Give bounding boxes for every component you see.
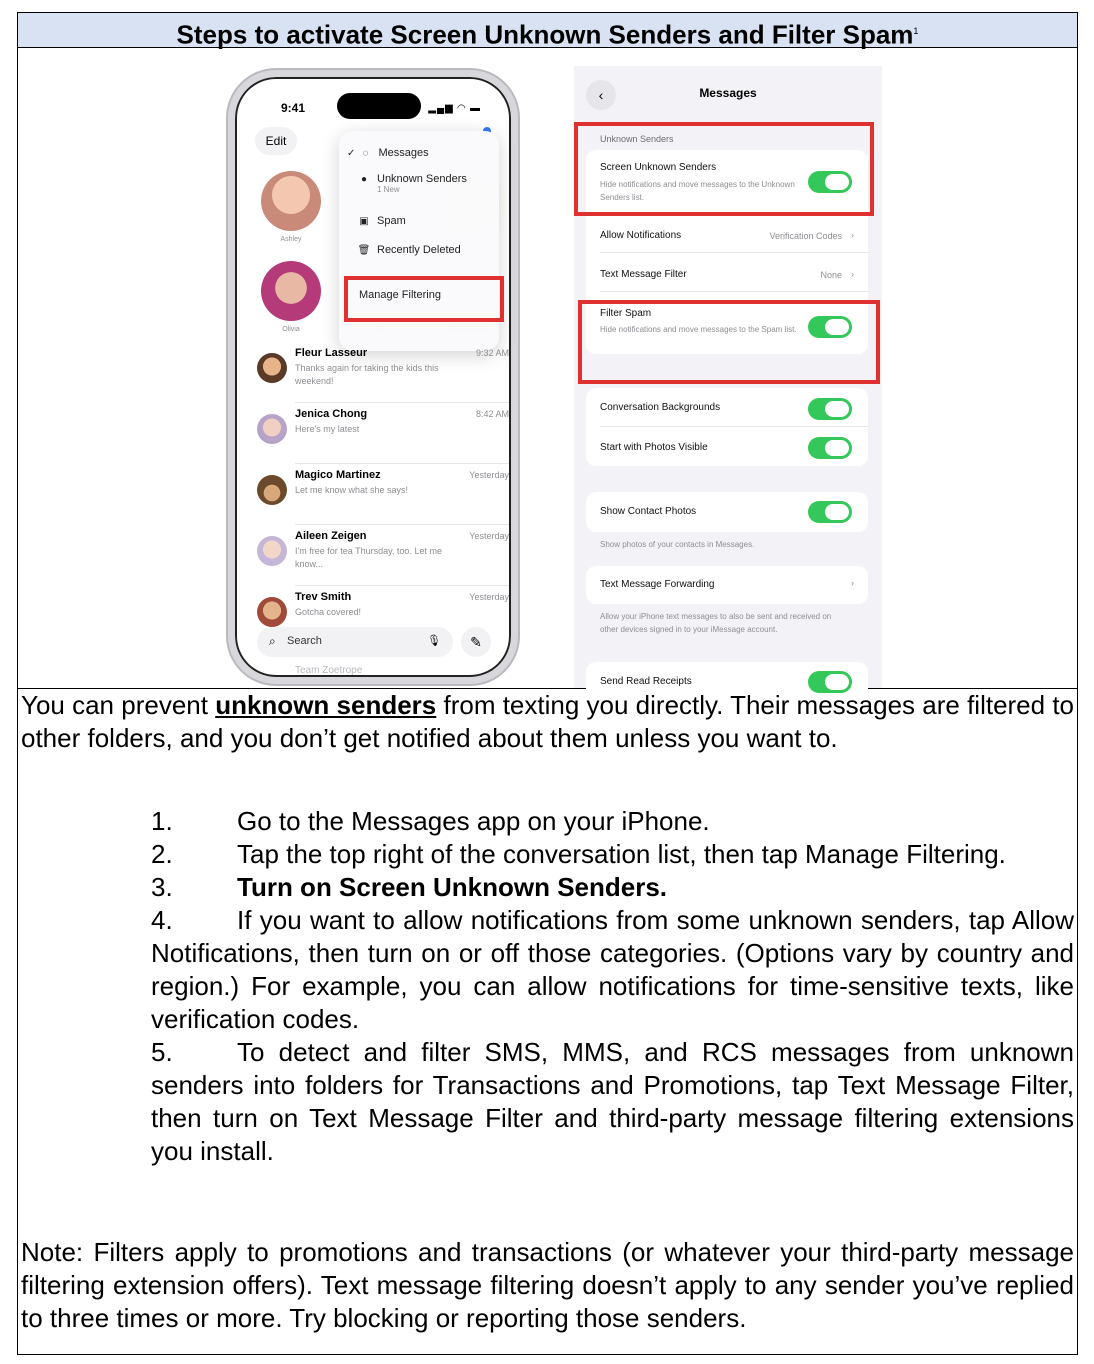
check-icon: ✓: [347, 148, 356, 159]
conversation-row[interactable]: [257, 528, 509, 586]
avatar-ashley[interactable]: [261, 171, 321, 231]
avatar: [257, 536, 287, 566]
title-footnote: 1: [913, 26, 919, 36]
trash-icon: 🗑: [357, 245, 371, 256]
row-divider: [295, 463, 509, 464]
step-text: To detect and filter SMS, MMS, and RCS messages from unknown senders into folders for Transactions and Promotions, tap Text Message Filter, then turn on Text Message Filter and third-party message filtering extensions you install.: [151, 1037, 1074, 1166]
row-divider: [600, 291, 868, 292]
conversation-row[interactable]: [257, 406, 509, 464]
instructions-cell: [18, 689, 1077, 1354]
list-item: [151, 1036, 1074, 1168]
contact-name: Trev Smith: [295, 591, 352, 603]
settings-group-contact-photos: [586, 492, 868, 532]
chevron-right-icon: ›: [851, 269, 854, 279]
avatar-olivia[interactable]: [261, 261, 321, 321]
step-number: 1.: [151, 806, 173, 836]
highlight-filter-spam: [578, 300, 880, 384]
title-text: Steps to activate Screen Unknown Senders and Filter Spam: [176, 19, 914, 50]
contact-photos-label: Show Contact Photos: [600, 506, 697, 517]
menu-label: Manage Filtering: [359, 289, 441, 301]
text-filter-label[interactable]: Text Message Filter: [600, 269, 687, 280]
avatar: [257, 475, 287, 505]
step-text: If you want to allow notifications from some unknown senders, tap Allow Notifications, then turn on or off those categories. (Options vary by country and region.) For example, you can allow notifications for time-sensitive texts, like verification codes.: [151, 905, 1074, 1034]
message-preview: Here's my latest: [295, 424, 360, 434]
steps-list: [151, 805, 1074, 1168]
pinned-name: Ashley: [280, 236, 302, 243]
conversation-row[interactable]: [257, 467, 509, 525]
photos-visible-label: Start with Photos Visible: [600, 442, 708, 453]
menu-item-spam[interactable]: [357, 215, 406, 227]
avatar: [257, 353, 287, 383]
row-divider: [600, 252, 868, 253]
messages-settings-screen: [574, 66, 882, 688]
intro-pre: You can prevent: [21, 690, 208, 720]
screenshot-figure: [18, 48, 1077, 689]
row-divider: [600, 426, 868, 427]
message-preview: Gotcha covered!: [295, 607, 362, 617]
avatar: [257, 414, 287, 444]
menu-label: Unknown Senders: [377, 173, 467, 185]
faded-conversation: Team Zoetrope: [295, 665, 363, 676]
menu-label: Messages: [378, 147, 429, 159]
step-number: 3.: [151, 872, 173, 902]
menu-label: Recently Deleted: [377, 244, 461, 256]
list-item: [151, 805, 1074, 838]
menu-item-unknown-senders[interactable]: [357, 173, 467, 194]
step-text: Tap the top right of the conversation list, then tap Manage Filtering.: [237, 839, 1006, 869]
forwarding-note: Allow your iPhone text messages to also be sent and received on other devices signed in to your iMessage account.: [600, 612, 832, 634]
filter-spam-label: Filter Spam: [600, 308, 652, 319]
pinned-name: Olivia: [282, 326, 300, 333]
list-item: [151, 871, 1074, 904]
row-divider: [295, 524, 509, 525]
contact-photos-note: Show photos of your contacts in Messages.: [600, 540, 755, 549]
settings-title: Messages: [699, 86, 757, 100]
contact-name: Magico Martinez: [295, 469, 381, 481]
note-paragraph: Note: Filters apply to promotions and transactions (or whatever your third-party message filtering extension offers). Text message filtering doesn’t apply to any sender you’ve replied to three times or more. Try blocking or reporting those senders.: [21, 1237, 1074, 1333]
edit-button[interactable]: Edit: [255, 127, 297, 155]
iphone-mockup: [228, 70, 518, 684]
dynamic-island: [337, 93, 421, 119]
message-preview: Let me know what she says!: [295, 485, 409, 495]
menu-item-messages[interactable]: [347, 147, 429, 159]
document-table: [17, 12, 1078, 1355]
message-time: Yesterday: [469, 592, 509, 602]
person-question-icon: ●: [360, 174, 368, 185]
menu-label: Spam: [377, 215, 406, 227]
message-preview: I'm free for tea Thursday, too. Let me know...: [295, 546, 442, 569]
signal-wifi-battery-icon: ▂▄▆ ◠ ▬: [428, 103, 481, 114]
settings-group-forwarding: [586, 566, 868, 604]
allow-notifications-label[interactable]: Allow Notifications: [600, 230, 682, 241]
message-time: Yesterday: [469, 531, 509, 541]
intro-paragraph: [21, 689, 1074, 755]
step-text: Go to the Messages app on your iPhone.: [237, 806, 710, 836]
message-time: 9:32 AM: [475, 348, 509, 358]
chevron-right-icon: ›: [851, 230, 854, 240]
status-time: 9:41: [281, 101, 306, 115]
photos-visible-toggle[interactable]: [808, 437, 852, 459]
row-divider: [295, 402, 509, 403]
message-time: 8:42 AM: [475, 409, 509, 419]
compose-icon[interactable]: ✎: [461, 627, 491, 657]
microphone-icon[interactable]: 🎙: [427, 635, 441, 647]
unknown-senders-link[interactable]: unknown senders: [215, 690, 437, 720]
list-item: [151, 904, 1074, 1036]
avatar: [257, 597, 287, 627]
filter-spam-desc: Hide notifications and move messages to the Spam list.: [600, 325, 797, 334]
screen-unknown-desc: Hide notifications and move messages to the Unknown Senders list.: [600, 180, 795, 202]
message-time: Yesterday: [469, 470, 509, 480]
message-preview: Thanks again for taking the kids this weekend!: [295, 363, 439, 386]
text-filter-value: None: [820, 270, 842, 280]
search-input[interactable]: [257, 627, 453, 657]
highlight-screen-unknown: [574, 122, 874, 216]
back-chevron-icon[interactable]: ‹: [586, 80, 616, 110]
list-item: [151, 838, 1074, 871]
bubbles-icon: ◌: [362, 148, 369, 159]
step-text: Turn on Screen Unknown Senders.: [237, 872, 668, 902]
highlight-manage-filtering: [344, 276, 504, 322]
contact-name: Fleur Lasseur: [295, 347, 368, 359]
table-title: [18, 13, 1077, 48]
spam-box-icon: ▣: [359, 216, 369, 227]
settings-group-backgrounds: [586, 388, 868, 466]
menu-item-recently-deleted[interactable]: [357, 244, 461, 256]
step-number: 5.: [151, 1037, 173, 1067]
screen-unknown-label: Screen Unknown Senders: [600, 162, 717, 173]
intro-post: from texting you directly. Their messages are filtered to other folders, and you don’t get notified about them unless you want to.: [21, 690, 1075, 753]
conv-backgrounds-label: Conversation Backgrounds: [600, 402, 721, 413]
search-placeholder: Search: [287, 635, 322, 647]
contact-name: Jenica Chong: [295, 408, 368, 420]
row-divider: [295, 585, 509, 586]
step-number: 2.: [151, 839, 173, 869]
section-header: Unknown Senders: [600, 134, 674, 144]
forwarding-label[interactable]: Text Message Forwarding: [600, 579, 715, 590]
search-icon: ⌕: [269, 634, 276, 648]
read-receipts-label: Send Read Receipts: [600, 676, 692, 687]
chevron-right-icon: ›: [851, 578, 854, 588]
contact-name: Aileen Zeigen: [295, 530, 367, 542]
contact-photos-toggle[interactable]: [808, 501, 852, 523]
phone-screen: [241, 83, 509, 676]
allow-notifications-value: Verification Codes: [769, 231, 842, 241]
menu-sublabel: 1 New: [377, 185, 400, 194]
conv-backgrounds-toggle[interactable]: [808, 398, 852, 420]
conversation-row[interactable]: [257, 345, 509, 403]
step-number: 4.: [151, 905, 173, 935]
